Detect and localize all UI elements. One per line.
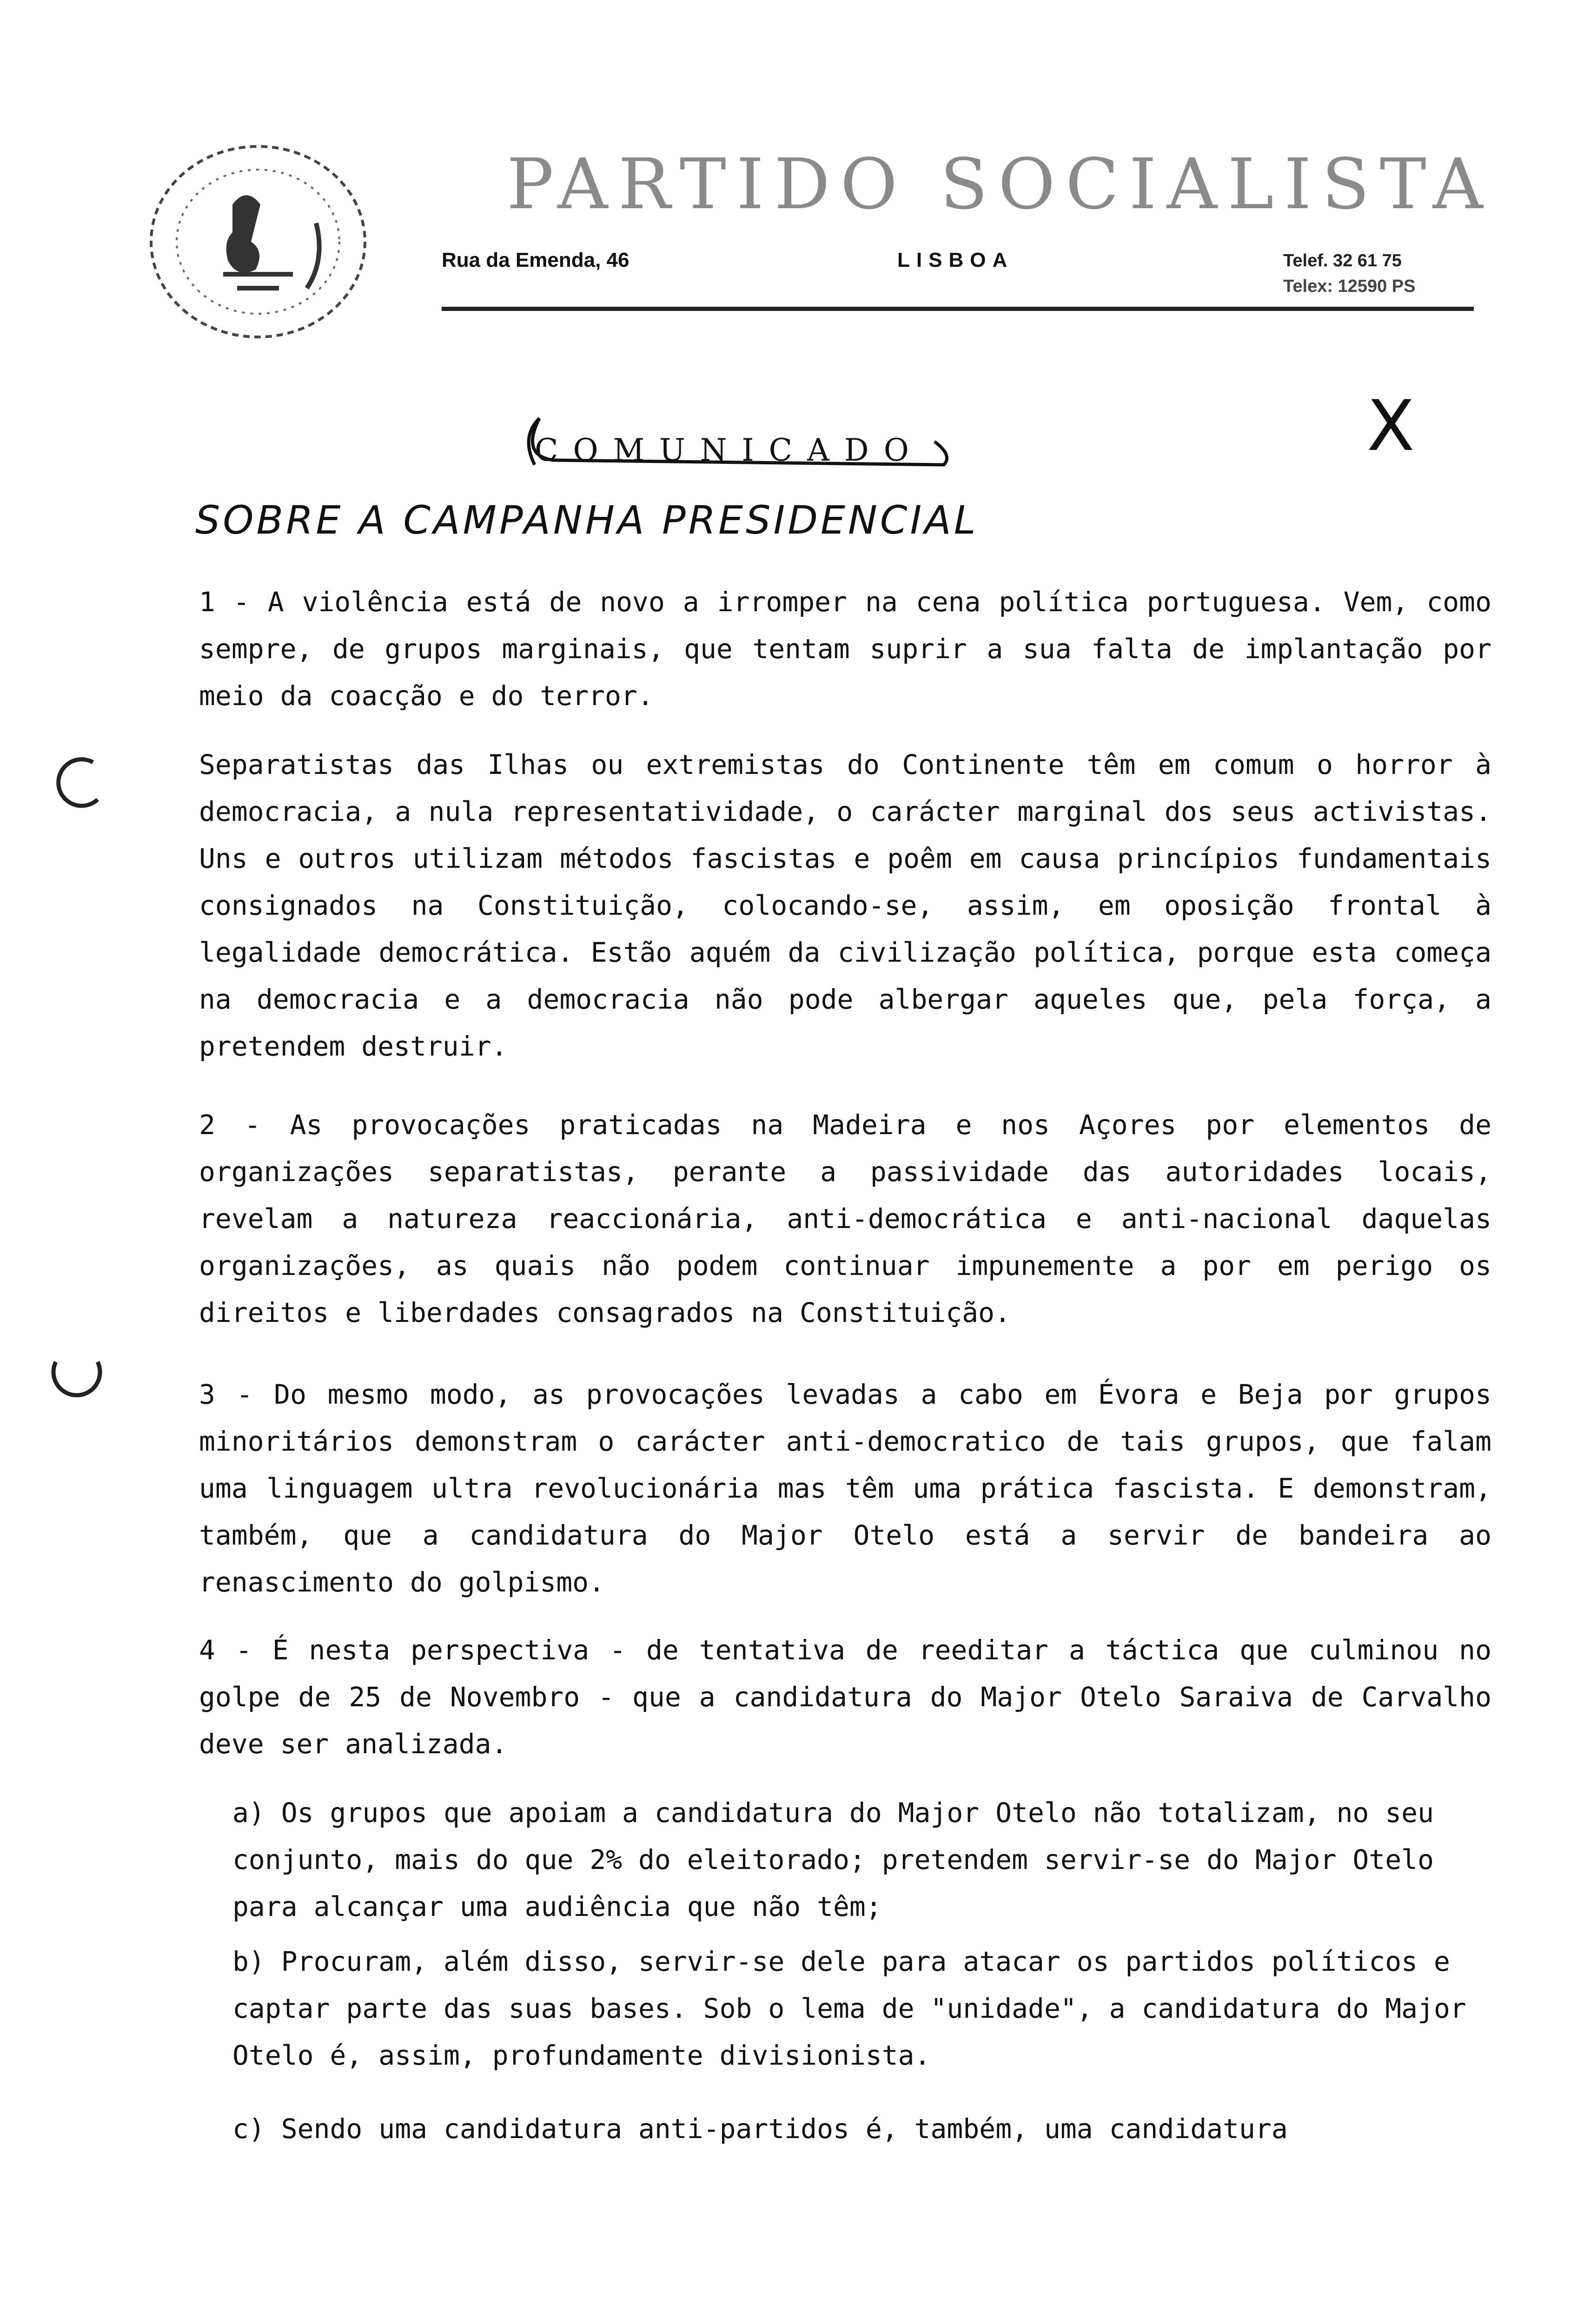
- subpoint-c: c) Sendo uma candidatura anti-partidos é, também, uma candidatura: [232, 2113, 1288, 2145]
- address-street: Rua da Emenda, 46: [442, 249, 629, 271]
- address-telex: Telex: 12590 PS: [1283, 277, 1416, 296]
- paragraph-3: 3 - Do mesmo modo, as provocações levadas a cabo em Évora e Beja por grupos minoritários demonstram o carácter anti-democratico de tais grupos, que falam uma linguagem ultra revolucionária mas têm uma prática fascista. E demonstram, também, que a candidatura do Major Otelo está a servir de bandeira ao renascimento do golpismo.: [199, 1379, 1491, 1598]
- paragraph-2: 2 - As provocações praticadas na Madeira e nos Açores por elementos de organizações separatistas, perante a passividade das autoridades locais, revelam a natureza reaccionária, anti-democrática e anti-nacional daquelas organizações, as quais não podem continuar impunemente a por em perigo os direitos e liberdades consagrados na Constituição.: [199, 1109, 1491, 1328]
- document-title-text: COMUNICADO: [535, 432, 924, 468]
- handwritten-x-mark: X: [1367, 386, 1415, 467]
- document-title: [535, 432, 924, 468]
- subpoint-b: b) Procuram, além disso, servir-se dele para atacar os partidos políticos e captar parte das suas bases. Sob o lema de "unidade", a candidatura do Major Otelo é, assim, profundamente divisionista.: [232, 1946, 1466, 2071]
- paragraph-4: 4 - É nesta perspectiva - de tentativa de reeditar a táctica que culminou no golpe de 25 de Novembro - que a candidatura do Major Otelo Saraiva de Carvalho deve ser analizada.: [199, 1634, 1491, 1760]
- document-subtitle: SOBRE A CAMPANHA PRESIDENCIAL: [195, 497, 979, 543]
- margin-hole-mark-bottom: [46, 1348, 107, 1422]
- margin-hole-mark-top: [46, 753, 107, 827]
- letterhead-divider: [442, 307, 1474, 311]
- address-telephone: Telef. 32 61 75: [1283, 251, 1402, 271]
- party-name-heading: PARTIDO SOCIALISTA: [507, 144, 1493, 225]
- paragraph-1: 1 - A violência está de novo a irromper na cena política portuguesa. Vem, como sempre, de grupos marginais, que tentam suprir a sua falta de implantação por meio da coacção e do terror.: [199, 586, 1491, 712]
- paragraph-1-continued: Separatistas das Ilhas ou extremistas do Continente têm em comum o horror à democracia, a nula representatividade, o carácter marginal dos seus activistas. Uns e outros utilizam métodos fascistas e poêm em causa princípios fundamentais consignados na Constituição, colocando-se, assim, em oposição frontal à legalidade democrática. Estão aquém da civilização política, porque esta começa na democracia e a democracia não pode albergar aqueles que, pela força, a pretendem destruir.: [199, 749, 1491, 1062]
- address-city: LISBOA: [897, 249, 1014, 271]
- subpoint-a: a) Os grupos que apoiam a candidatura do Major Otelo não totalizam, no seu conjunto, mais do que 2% do eleitorado; pretendem servir-se do Major Otelo para alcançar uma audiência que não têm;: [232, 1797, 1434, 1922]
- party-seal-logo: [139, 135, 377, 349]
